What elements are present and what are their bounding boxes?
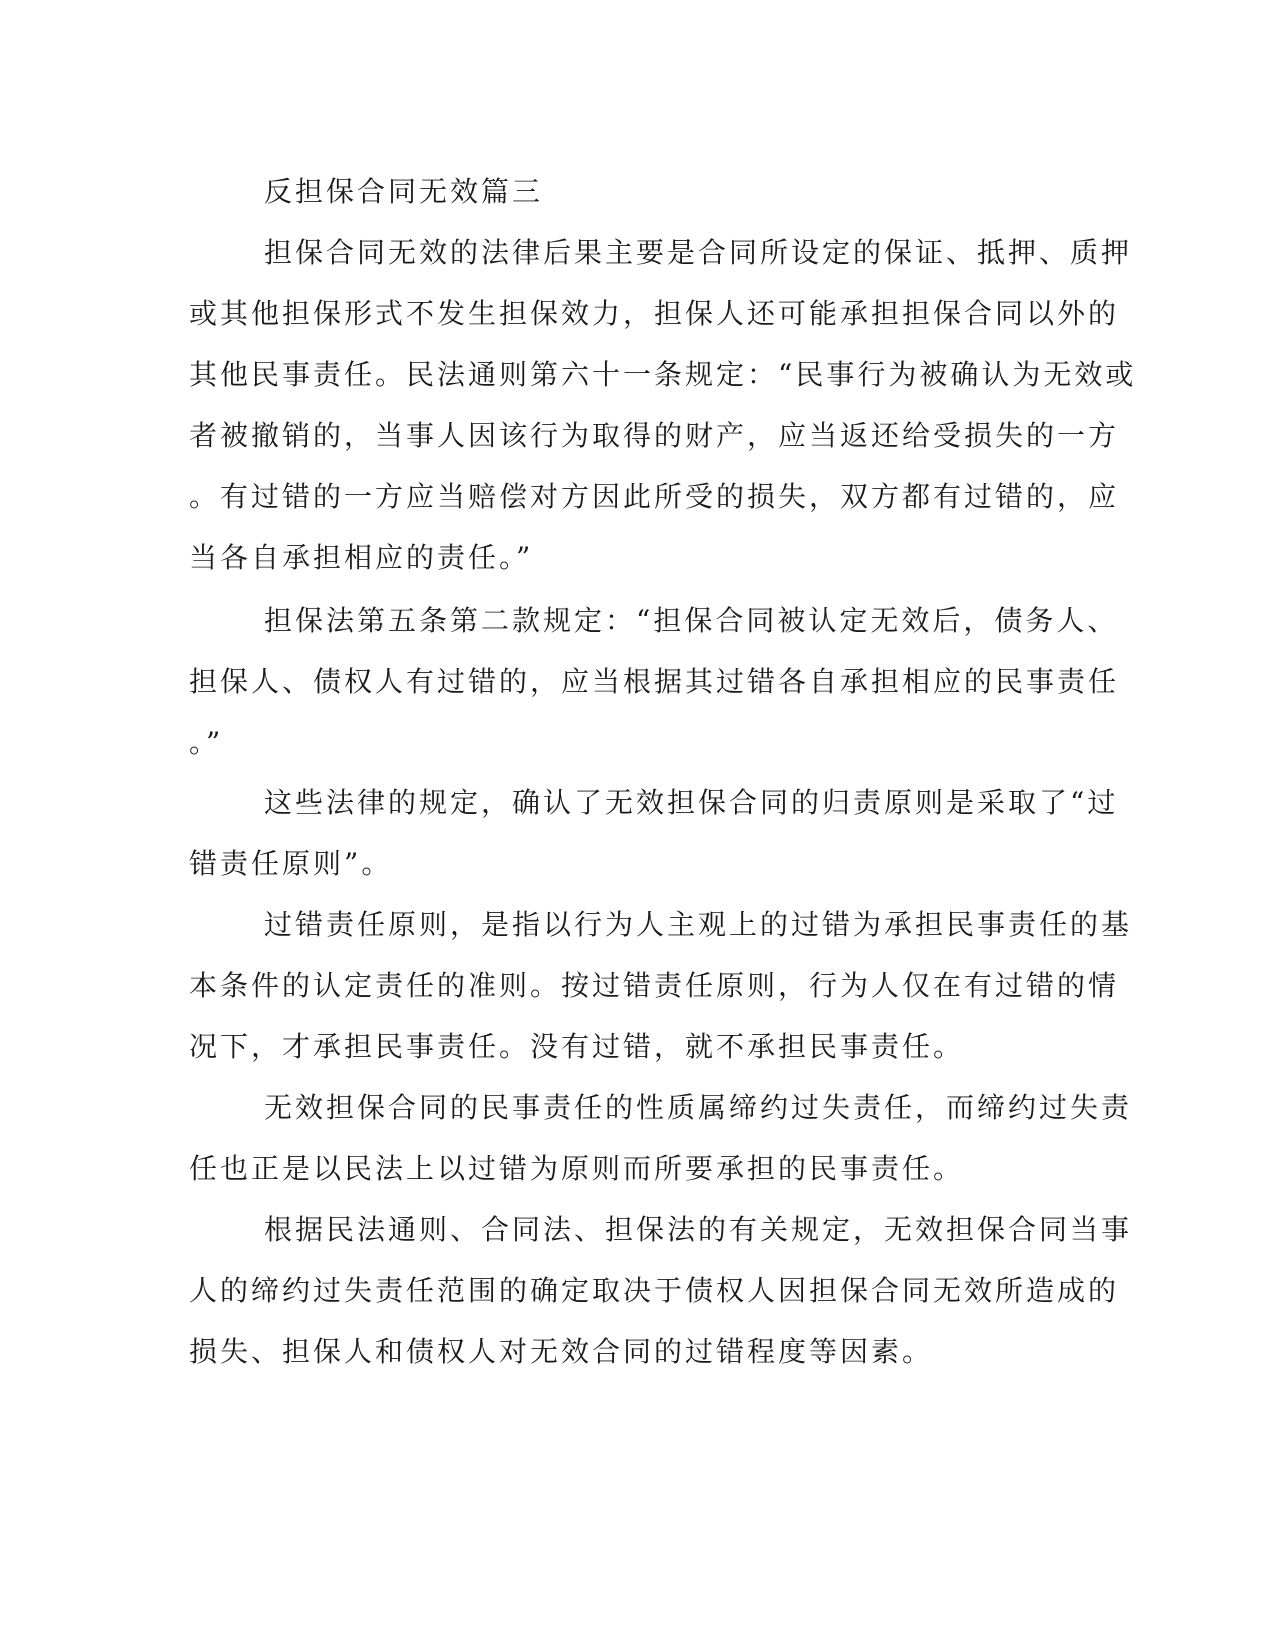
paragraph-line: 担保合同无效的法律后果主要是合同所设定的保证、抵押、质押	[264, 236, 1133, 269]
paragraph-line: 担保人、债权人有过错的，应当根据其过错各自承担相应的民事责任	[189, 665, 1120, 698]
paragraph-line: 损失、担保人和债权人对无效合同的过错程度等因素。	[189, 1335, 934, 1368]
paragraph-line: 况下，才承担民事责任。没有过错，就不承担民事责任。	[189, 1030, 965, 1063]
document-title	[189, 161, 1079, 222]
paragraph-line: 当各自承担相应的责任。”	[189, 541, 534, 574]
paragraph-4	[189, 894, 1133, 1077]
paragraph-line: 人的缔约过失责任范围的确定取决于债权人因担保合同无效所造成的	[189, 1274, 1120, 1307]
paragraph-line: 根据民法通则、合同法、担保法的有关规定，无效担保合同当事	[264, 1213, 1133, 1246]
paragraph-line: 。”	[189, 726, 224, 759]
paragraph-line: 这些法律的规定，确认了无效担保合同的归责原则是采取了“过	[264, 786, 1119, 819]
paragraph-line: 或其他担保形式不发生担保效力，担保人还可能承担担保合同以外的	[189, 297, 1120, 330]
paragraph-line: 本条件的认定责任的准则。按过错责任原则，行为人仅在有过错的情	[189, 969, 1120, 1002]
paragraph-5	[189, 1077, 1133, 1199]
paragraph-1	[189, 222, 1137, 588]
paragraph-line: 。有过错的一方应当赔偿对方因此所受的损失，双方都有过错的，应	[189, 480, 1120, 513]
paragraph-line: 担保法第五条第二款规定：“担保合同被认定无效后，债务人、	[264, 604, 1119, 637]
paragraph-3	[189, 772, 1119, 894]
paragraph-line: 过错责任原则，是指以行为人主观上的过错为承担民事责任的基	[264, 908, 1133, 941]
paragraph-line: 者被撤销的，当事人因该行为取得的财产，应当返还给受损失的一方	[189, 419, 1120, 452]
paragraph-line: 其他民事责任。民法通则第六十一条规定：“民事行为被确认为无效或	[189, 358, 1137, 391]
paragraph-line: 任也正是以民法上以过错为原则而所要承担的民事责任。	[189, 1152, 965, 1185]
title-line: 反担保合同无效篇三	[264, 175, 544, 208]
paragraph-line: 错责任原则”。	[189, 847, 393, 880]
paragraph-2	[189, 590, 1120, 773]
paragraph-line: 无效担保合同的民事责任的性质属缔约过失责任，而缔约过失责	[264, 1091, 1133, 1124]
paragraph-6	[189, 1199, 1133, 1382]
